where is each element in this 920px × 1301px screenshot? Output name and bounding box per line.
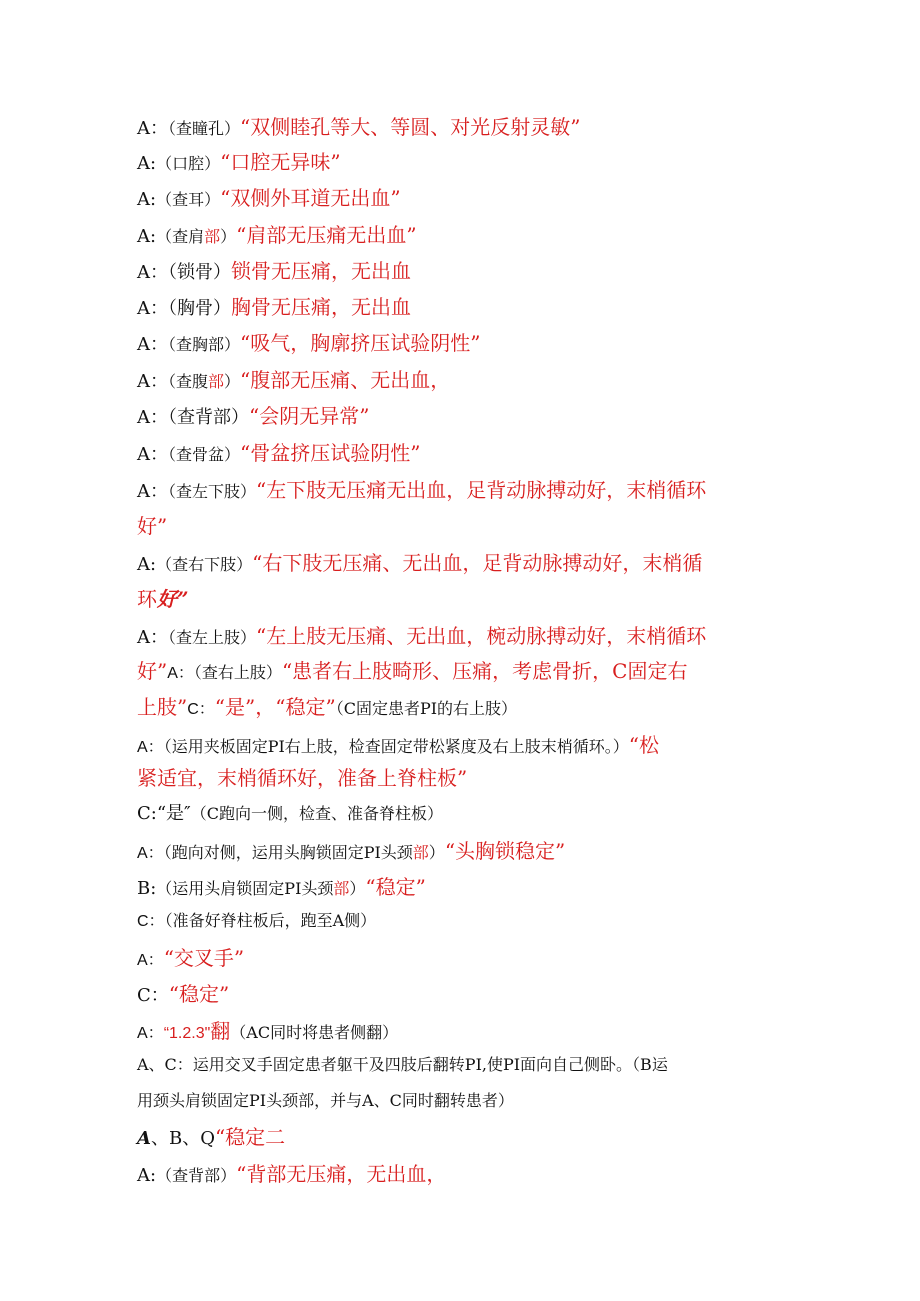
speaker-action-text: （查左下肢）: [168, 482, 257, 501]
speaker-action-text: A：: [137, 444, 168, 465]
text-line: [137, 768, 800, 788]
speaker-action-text: （准备好脊柱板后，跑至A侧）: [164, 911, 377, 930]
quoted-response-text: “会阴无异常”: [249, 404, 370, 428]
text-line: [137, 735, 800, 756]
quoted-response-text: 好”: [157, 587, 189, 611]
speaker-action-text: 用颈头肩锁固定PI头颈部，并与A、C同时翻转患者）: [137, 1091, 514, 1110]
quoted-response-text: “稳定二: [214, 1125, 286, 1149]
speaker-action-text: A：: [167, 665, 194, 682]
quoted-response-text: “背部无压痛，无出血，: [236, 1162, 447, 1186]
speaker-action-text: A：: [137, 481, 168, 502]
text-line: [137, 1057, 800, 1073]
speaker-action-text: A:: [137, 554, 157, 575]
text-line: [137, 841, 800, 862]
quoted-response-text: 上肢”: [137, 695, 188, 719]
quoted-response-text: 好”: [137, 659, 168, 683]
speaker-action-text: ）: [349, 879, 366, 898]
speaker-action-text: （查耳）: [156, 190, 221, 209]
speaker-action-text: A：: [137, 739, 164, 756]
speaker-action-text: A：: [137, 262, 168, 283]
text-line: [137, 297, 800, 318]
quoted-response-text: “患者右上肢畸形、压痛，考虑骨折，C固定右: [281, 659, 688, 683]
speaker-action-text: C：: [137, 913, 165, 930]
quoted-response-text: “1.2.3": [163, 1025, 211, 1042]
text-line: [137, 480, 800, 501]
text-line: [137, 984, 800, 1005]
text-line: [137, 225, 800, 246]
speaker-action-text: B:: [137, 878, 157, 899]
speaker-action-text: ）: [224, 372, 241, 391]
speaker-action-text: （跑向对侧，运用头胸锁固定PI头颈: [163, 843, 413, 862]
speaker-action-text: C：: [187, 701, 215, 718]
text-line: [137, 1093, 800, 1109]
speaker-action-text: A: [137, 1128, 151, 1149]
quoted-response-text: 胸骨无压痛，无出血: [231, 295, 411, 319]
speaker-action-text: （查胸部）: [168, 335, 241, 354]
quoted-response-text: 好”: [137, 514, 168, 538]
speaker-action-text: A、C：运用交叉手固定患者躯干及四肢后翻转PI,使PI面向自己侧卧。（B运: [137, 1055, 668, 1074]
quoted-response-text: “双侧睦孔等大、等圆、对光反射灵敏”: [240, 115, 581, 139]
text-line: [137, 516, 800, 536]
speaker-action-text: （口腔）: [156, 154, 221, 173]
quoted-response-text: “松: [628, 733, 660, 757]
text-line: [137, 661, 800, 682]
text-line: [137, 697, 800, 718]
quoted-response-text: “是”，“稳定”: [214, 695, 336, 719]
speaker-action-text: A：: [137, 298, 168, 319]
speaker-action-text: A：: [137, 334, 168, 355]
speaker-action-text: （运用头肩锁固定PI头颈: [156, 879, 334, 898]
speaker-action-text: （查背部）: [156, 1166, 237, 1185]
text-line: [137, 626, 800, 647]
quoted-response-text: “左上肢无压痛、无出血，椀动脉搏动好，末梢循环: [256, 624, 707, 648]
text-line: [137, 1021, 800, 1042]
quoted-response-text: “腹部无压痛、无出血，: [240, 368, 451, 392]
text-line: [137, 877, 800, 898]
quoted-response-text: “交叉手”: [163, 946, 245, 970]
text-line: [137, 1127, 800, 1148]
text-line: [137, 333, 800, 354]
speaker-action-text: （查骨盆）: [168, 445, 241, 464]
text-line: [137, 188, 800, 209]
speaker-action-text: （查右下肢）: [156, 555, 253, 574]
speaker-action-text: A:: [137, 153, 157, 174]
quoted-response-text: 锁骨无压痛，无出血: [231, 259, 411, 283]
text-line: [137, 805, 800, 823]
speaker-action-text: （查右上肢）: [193, 663, 282, 682]
speaker-action-text: A：: [137, 407, 168, 428]
text-line: [137, 406, 800, 427]
text-line: [137, 553, 800, 574]
speaker-action-text: （运用夹板固定PI右上肢，检查固定带松紧度及右上肢末梢循环。）: [163, 737, 629, 756]
speaker-action-text: ）: [220, 227, 237, 246]
speaker-action-text: （锁骨）: [168, 262, 231, 283]
quoted-response-text: “口腔无异味”: [220, 150, 341, 174]
speaker-action-text: （查瞳孔）: [168, 119, 241, 138]
speaker-action-text: A：: [137, 1025, 164, 1042]
text-line: [137, 152, 800, 173]
speaker-action-text: （查背部）: [168, 407, 249, 428]
text-line: [137, 443, 800, 464]
speaker-action-text: A：: [137, 952, 164, 969]
text-line: [137, 370, 800, 391]
speaker-action-text: C：: [137, 985, 169, 1006]
quoted-response-text: “双侧外耳道无出血”: [220, 186, 401, 210]
text-line: [137, 1164, 800, 1185]
quoted-response-text: “肩部无压痛无出血”: [236, 223, 417, 247]
quoted-response-text: “头胸锁稳定”: [444, 839, 566, 863]
text-line: [137, 913, 800, 930]
speaker-action-text: 、B、Q: [150, 1128, 215, 1149]
quoted-response-text: 部: [208, 372, 225, 391]
speaker-action-text: C:: [137, 803, 157, 824]
quoted-response-text: 部: [204, 227, 221, 246]
quoted-response-text: “稳定”: [168, 982, 230, 1006]
text-line: [137, 261, 800, 282]
speaker-action-text: （查左上肢）: [168, 628, 257, 647]
text-line: [137, 948, 800, 969]
quoted-response-text: 紧适宜，末梢循环好，准备上脊柱板”: [137, 766, 468, 790]
quoted-response-text: 部: [412, 843, 429, 862]
quoted-response-text: 环: [137, 587, 157, 611]
speaker-action-text: （查肩: [156, 227, 205, 246]
speaker-action-text: A:: [137, 189, 157, 210]
quoted-response-text: 部: [333, 879, 350, 898]
quoted-response-text: 翻: [210, 1019, 231, 1043]
speaker-action-text: A:: [137, 1165, 157, 1186]
speaker-action-text: A：: [137, 118, 168, 139]
speaker-action-text: A：: [137, 845, 164, 862]
speaker-action-text: （C跑向一侧，检查、准备脊柱板）: [190, 804, 444, 823]
quoted-response-text: “稳定”: [365, 875, 426, 899]
text-line: [137, 589, 800, 609]
quoted-response-text: “右下肢无压痛、无出血，足背动脉搏动好，末梢循: [252, 551, 703, 575]
speaker-action-text: “是″: [156, 803, 191, 824]
text-line: [137, 117, 800, 138]
speaker-action-text: A：: [137, 371, 168, 392]
quoted-response-text: “骨盆挤压试验阴性”: [240, 441, 421, 465]
quoted-response-text: “左下肢无压痛无出血，足背动脉搏动好，末梢循环: [256, 478, 707, 502]
speaker-action-text: （胸骨）: [168, 298, 231, 319]
quoted-response-text: “吸气，胸廓挤压试验阴性”: [240, 331, 481, 355]
speaker-action-text: （查腹: [168, 372, 209, 391]
speaker-action-text: A:: [137, 226, 157, 247]
speaker-action-text: A：: [137, 627, 168, 648]
speaker-action-text: （C固定患者PI的右上肢）: [335, 699, 518, 718]
speaker-action-text: （AC同时将患者侧翻）: [230, 1023, 399, 1042]
speaker-action-text: ）: [428, 843, 445, 862]
